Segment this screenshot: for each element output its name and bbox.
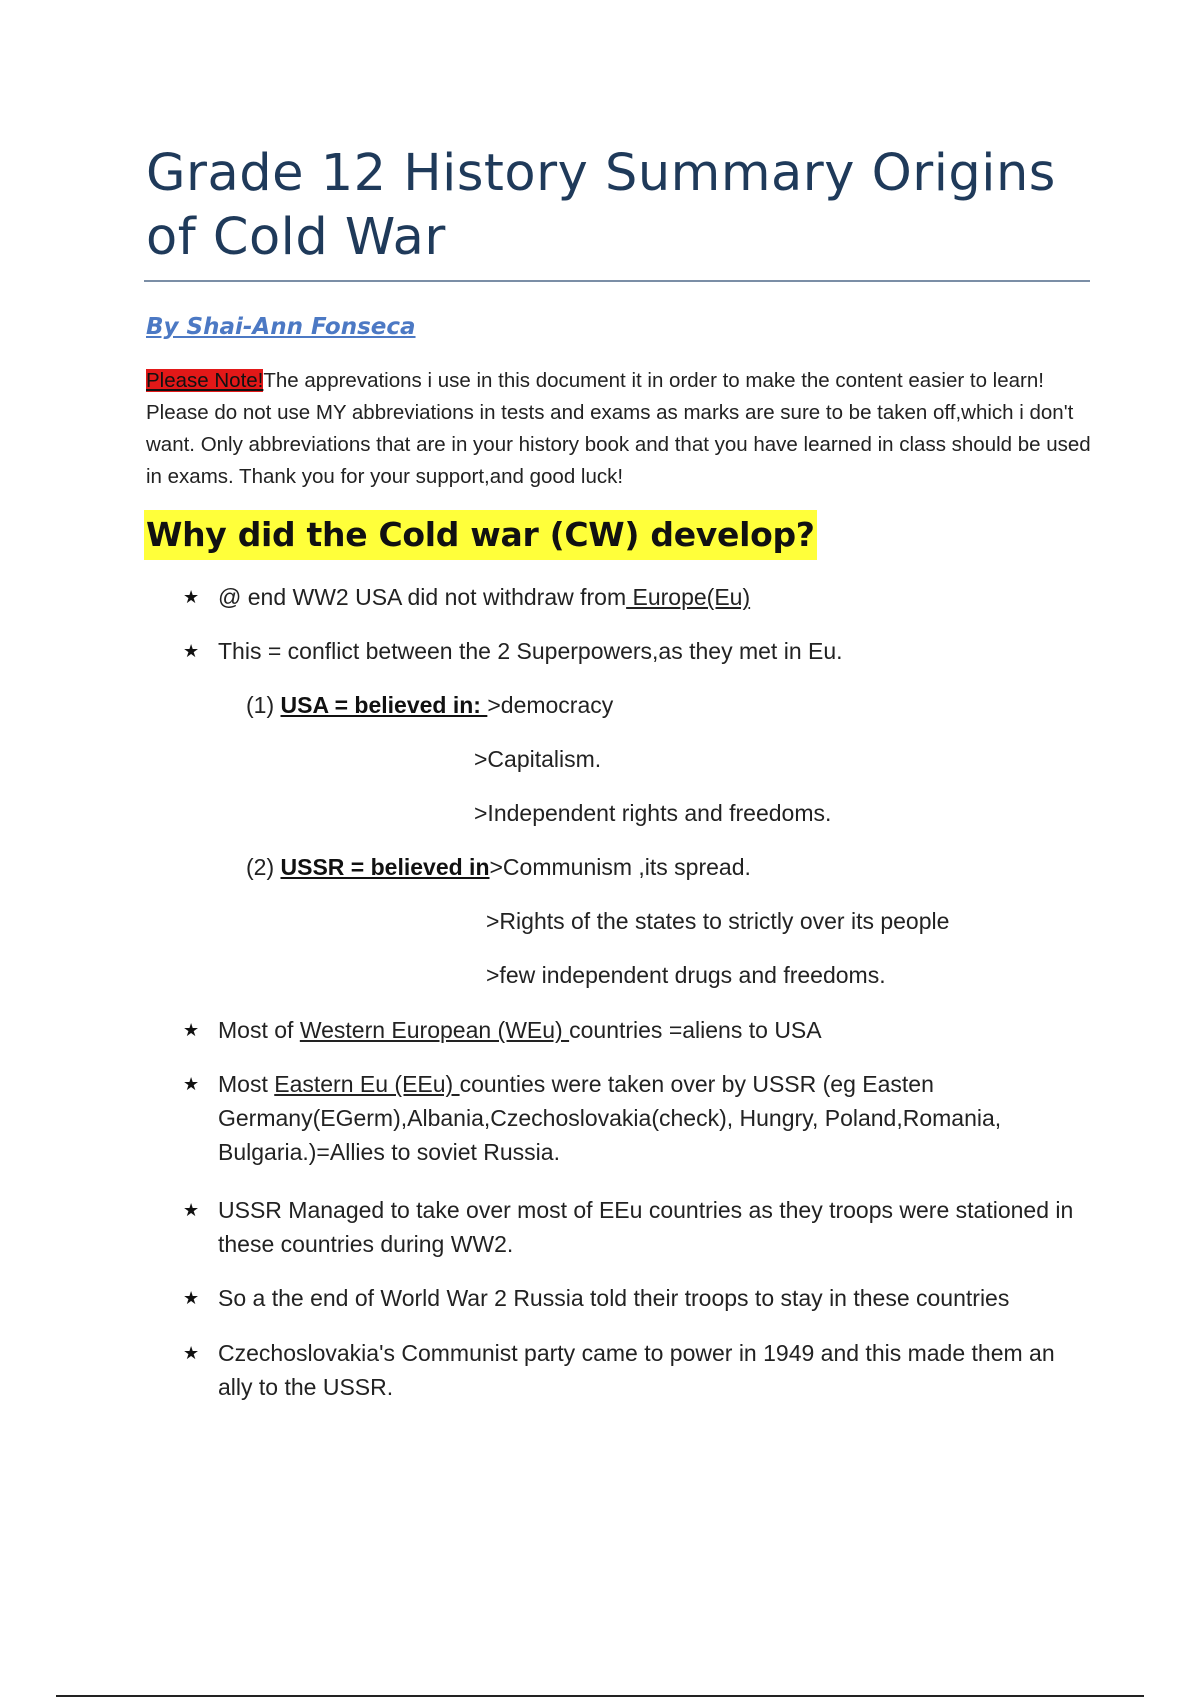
ussr-belief-item: >Communism ,its spread. [489, 854, 751, 880]
usa-belief-item: >Independent rights and freedoms. [474, 800, 832, 826]
note-text: The apprevations i use in this document it in order to make the content easier to learn! Please do not use MY abbreviations in tests and exams as marks are sure to be taken off,which i don't want. Only abbreviations that are in your history book and that you have learned in class should be used in exams. Thank you for your support,and good luck! [146, 369, 1091, 488]
bullet-text: Most of [218, 1017, 300, 1043]
usa-number: (1) [246, 692, 281, 718]
title-divider [144, 280, 1090, 282]
star-bullet-icon: ★ [183, 587, 200, 607]
ussr-beliefs-label [246, 850, 751, 884]
star-bullet-icon: ★ [183, 1343, 200, 1363]
page-bottom-divider [56, 1695, 1144, 1697]
bullet-item [218, 1013, 1088, 1047]
usa-belief-item: >Capitalism. [474, 746, 602, 772]
star-bullet-icon: ★ [183, 641, 200, 661]
ussr-belief-item: >Rights of the states to strictly over its people [486, 908, 950, 934]
author-byline: By Shai-Ann Fonseca [146, 314, 416, 340]
bullet-item: Czechoslovakia's Communist party came to power in 1949 and this made them an ally to the USSR. [218, 1340, 1055, 1400]
star-bullet-icon: ★ [183, 1288, 200, 1308]
ussr-belief-item: >few independent drugs and freedoms. [486, 962, 886, 988]
bullet-item: This = conflict between the 2 Superpowers,as they met in Eu. [218, 638, 843, 664]
section-heading: Why did the Cold war (CW) develop? [144, 510, 817, 560]
bullet-text: counties were taken over by USSR (eg Easten Germany(EGerm),Albania,Czechoslovakia(check), Hungry, Poland,Romania, Bulgaria.)=Allies to soviet Russia. [218, 1071, 1002, 1165]
usa-beliefs-label [246, 688, 613, 722]
document-title: Grade 12 History Summary Origins of Cold War [146, 144, 1056, 267]
ussr-number: (2) [246, 854, 281, 880]
bullet-item [218, 580, 1088, 614]
ussr-label: USSR = believed in [280, 854, 490, 880]
bullet-underlined-term: Eastern Eu (EEu) [274, 1071, 460, 1097]
bullet-text: Most [218, 1071, 275, 1097]
star-bullet-icon: ★ [183, 1020, 200, 1040]
bullet-underlined-term: Europe(Eu) [626, 584, 751, 610]
star-bullet-icon: ★ [183, 1200, 200, 1220]
star-bullet-icon: ★ [183, 1074, 200, 1094]
bullet-item [218, 1067, 1088, 1169]
usa-belief-item: >democracy [487, 692, 614, 718]
bullet-text: countries =aliens to USA [569, 1017, 822, 1043]
bullet-item: USSR Managed to take over most of EEu countries as they troops were stationed in these countries during WW2. [218, 1197, 1074, 1257]
usa-label: USA = believed in: [280, 692, 488, 718]
bullet-text: @ end WW2 USA did not withdraw from [218, 584, 627, 610]
bullet-underlined-term: Western European (WEu) [299, 1017, 570, 1043]
bullet-item: So a the end of World War 2 Russia told their troops to stay in these countries [218, 1285, 1010, 1311]
note-label: Please Note! [146, 369, 264, 392]
note-paragraph [146, 365, 1096, 493]
